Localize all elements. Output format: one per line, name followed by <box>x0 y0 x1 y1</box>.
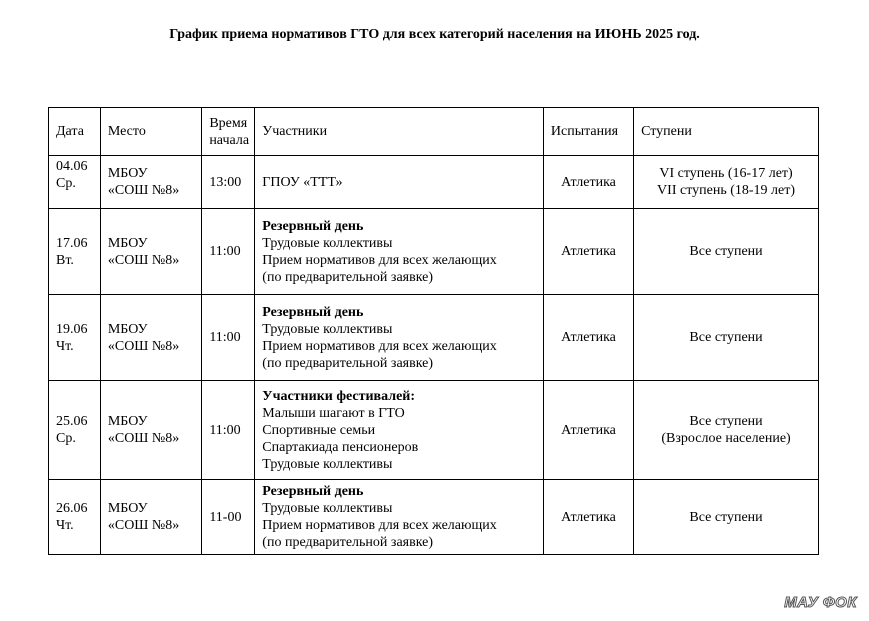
stage-line: Все ступени <box>689 414 763 429</box>
time-cell: 11:00 <box>202 295 255 381</box>
header-date: Дата <box>49 108 101 156</box>
date-cell <box>49 156 101 209</box>
date-cell <box>49 209 101 295</box>
participants-cell <box>255 209 544 295</box>
date-line: Вт. <box>56 252 74 268</box>
participants-title: Резервный день <box>262 218 364 234</box>
place-cell <box>100 381 201 480</box>
header-place: Место <box>100 108 201 156</box>
date-cell <box>49 480 101 555</box>
header-time-line: начала <box>209 132 250 148</box>
participant-line: Прием нормативов для всех желающих <box>262 518 497 533</box>
participant-line: Трудовые коллективы <box>262 321 393 337</box>
participant-line: (по предварительной заявке) <box>262 269 434 285</box>
date-line: 19.06 <box>56 321 88 337</box>
date-line: 25.06 <box>56 414 88 429</box>
test-cell: Атлетика <box>543 480 633 555</box>
table-row <box>49 209 819 295</box>
place-line: МБОУ <box>107 414 148 429</box>
stage-line: Все ступени <box>689 244 763 259</box>
test-cell: Атлетика <box>543 156 633 209</box>
participants-cell <box>255 156 544 209</box>
date-line: Чт. <box>56 338 74 354</box>
table-row <box>49 381 819 480</box>
date-line: 04.06 <box>56 159 88 174</box>
stages-cell <box>634 156 819 209</box>
time-cell: 11-00 <box>202 480 255 555</box>
stage-line: VI ступень (16-17 лет) <box>659 166 793 181</box>
stage-line: Все ступени <box>689 330 763 345</box>
table-row <box>49 156 819 209</box>
participant-line: Трудовые коллективы <box>262 456 393 472</box>
time-cell: 11:00 <box>202 209 255 295</box>
date-cell <box>49 295 101 381</box>
stages-cell <box>634 295 819 381</box>
participant-line: Прием нормативов для всех желающих <box>262 252 497 268</box>
date-line: 17.06 <box>56 235 88 251</box>
place-line: «СОШ №8» <box>107 252 180 268</box>
stages-cell <box>634 209 819 295</box>
place-cell <box>100 295 201 381</box>
date-line: 26.06 <box>56 501 88 516</box>
participant-line: ГПОУ «ТТТ» <box>262 174 343 190</box>
place-line: МБОУ <box>107 501 148 516</box>
place-line: «СОШ №8» <box>107 183 180 198</box>
participants-cell <box>255 295 544 381</box>
place-cell <box>100 156 201 209</box>
place-cell <box>100 480 201 555</box>
date-line: Ср. <box>56 431 76 446</box>
time-cell: 13:00 <box>202 156 255 209</box>
place-line: МБОУ <box>107 235 148 251</box>
participant-line: Спортивные семьи <box>262 422 376 438</box>
participants-title: Резервный день <box>262 484 364 499</box>
test-cell: Атлетика <box>543 209 633 295</box>
date-line: Ср. <box>56 176 76 191</box>
stages-cell <box>634 480 819 555</box>
participant-line: (по предварительной заявке) <box>262 355 434 371</box>
participant-line: Трудовые коллективы <box>262 501 393 516</box>
participants-title: Участники фестивалей: <box>262 388 416 404</box>
participants-cell <box>255 381 544 480</box>
stage-line: (Взрослое население) <box>661 431 791 446</box>
test-cell: Атлетика <box>543 295 633 381</box>
participant-line: (по предварительной заявке) <box>262 535 434 550</box>
participant-line: Трудовые коллективы <box>262 235 393 251</box>
stage-line: VII ступень (18-19 лет) <box>657 183 796 198</box>
place-line: «СОШ №8» <box>107 518 180 533</box>
participant-line: Малыши шагают в ГТО <box>262 405 405 421</box>
header-stages: Ступени <box>634 108 819 156</box>
header-test: Испытания <box>543 108 633 156</box>
watermark-logo: МАУ ФОК <box>784 594 857 611</box>
place-line: МБОУ <box>107 321 148 337</box>
table-row <box>49 295 819 381</box>
stage-line: Все ступени <box>689 509 763 525</box>
test-cell: Атлетика <box>543 381 633 480</box>
place-line: МБОУ <box>107 166 148 181</box>
time-cell: 11:00 <box>202 381 255 480</box>
participant-line: Спартакиада пенсионеров <box>262 439 419 455</box>
header-participants: Участники <box>255 108 544 156</box>
date-line: Чт. <box>56 518 74 533</box>
header-time-line: Время <box>209 115 248 131</box>
participants-cell <box>255 480 544 555</box>
page-title: График приема нормативов ГТО для всех категорий населения на ИЮНЬ 2025 год. <box>169 27 700 42</box>
participants-title: Резервный день <box>262 304 364 320</box>
date-cell <box>49 381 101 480</box>
header-time <box>202 108 255 156</box>
place-line: «СОШ №8» <box>107 431 180 446</box>
place-line: «СОШ №8» <box>107 338 180 354</box>
table-row <box>49 480 819 555</box>
table-header-row <box>49 108 819 156</box>
participant-line: Прием нормативов для всех желающих <box>262 338 497 354</box>
stages-cell <box>634 381 819 480</box>
schedule-table <box>48 107 819 555</box>
place-cell <box>100 209 201 295</box>
